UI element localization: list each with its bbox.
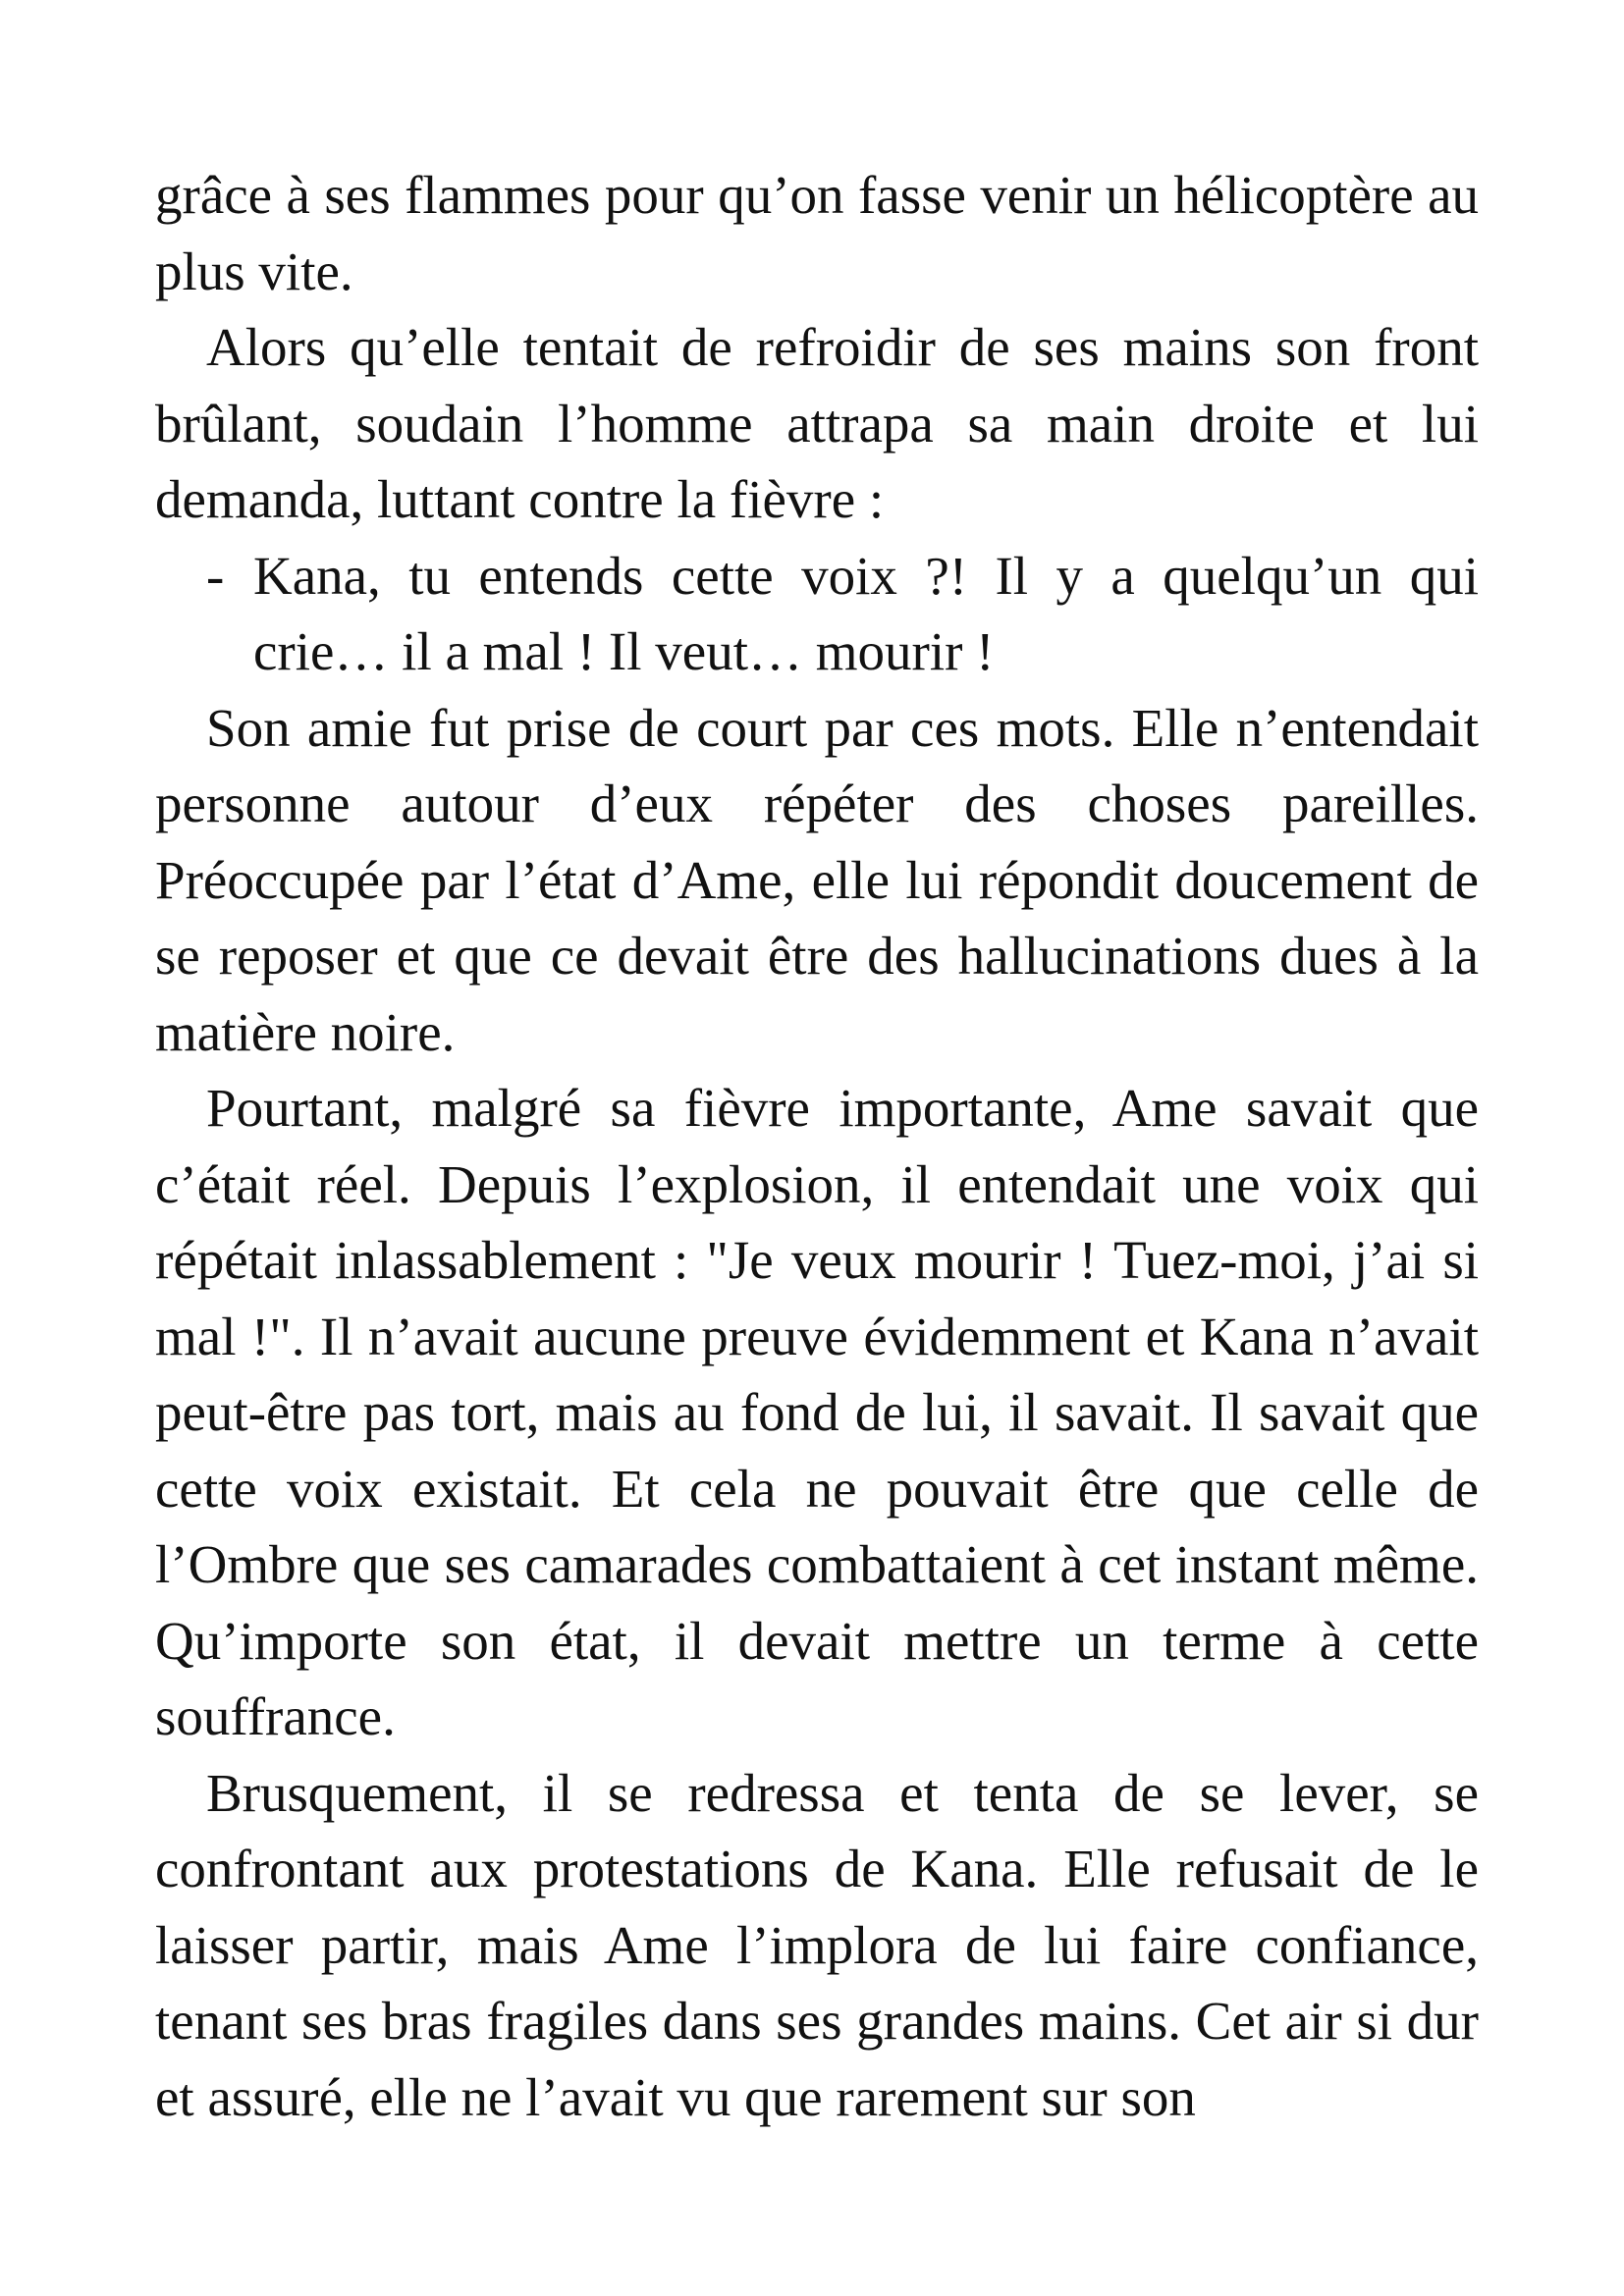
paragraph: Alors qu’elle tentait de refroidir de ses mains son front brûlant, soudain l’homme attrapa sa main droite et lui demanda, luttant contre la fièvre : bbox=[155, 317, 1479, 529]
dialogue-text: Kana, tu entends cette voix ?! Il y a quelqu’un qui crie… il a mal ! Il veut… mourir ! bbox=[253, 545, 1479, 681]
paragraph: Son amie fut prise de court par ces mots. Elle n’entendait personne autour d’eux répéter des choses pareilles. Préoccupée par l’état d’Ame, elle lui répondit doucement de se reposer et que ce devait être des hallucinations dues à la matière noire. bbox=[155, 697, 1479, 1062]
dialogue-line bbox=[155, 538, 1479, 690]
paragraph: Brusquement, il se redressa et tenta de se lever, se confrontant aux protestations de Kana. Elle refusait de le laisser partir, mais Ame l’implora de lui faire confiance, tenant ses bras fragiles dans ses grandes mains. Cet air si dur et assuré, elle ne l’avait vu que rarement sur son bbox=[155, 1762, 1479, 2127]
paragraph-continuation: grâce à ses flammes pour qu’on fasse venir un hélicoptère au plus vite. bbox=[155, 165, 1479, 301]
dialogue-dash: - bbox=[206, 545, 225, 606]
paragraph: Pourtant, malgré sa fièvre importante, Ame savait que c’était réel. Depuis l’explosion, il entendait une voix qui répétait inlassablement : "Je veux mourir ! Tuez-moi, j’ai si mal !". Il n’avait aucune preuve évidemment et Kana n’avait peut-être pas tort, mais au fond de lui, il savait. Il savait que cette voix existait. Et cela ne pouvait être que celle de l’Ombre que ses camarades combattaient à cet instant même. Qu’importe son état, il devait mettre un terme à cette souffrance. bbox=[155, 1078, 1479, 1746]
page-text bbox=[155, 157, 1479, 2135]
